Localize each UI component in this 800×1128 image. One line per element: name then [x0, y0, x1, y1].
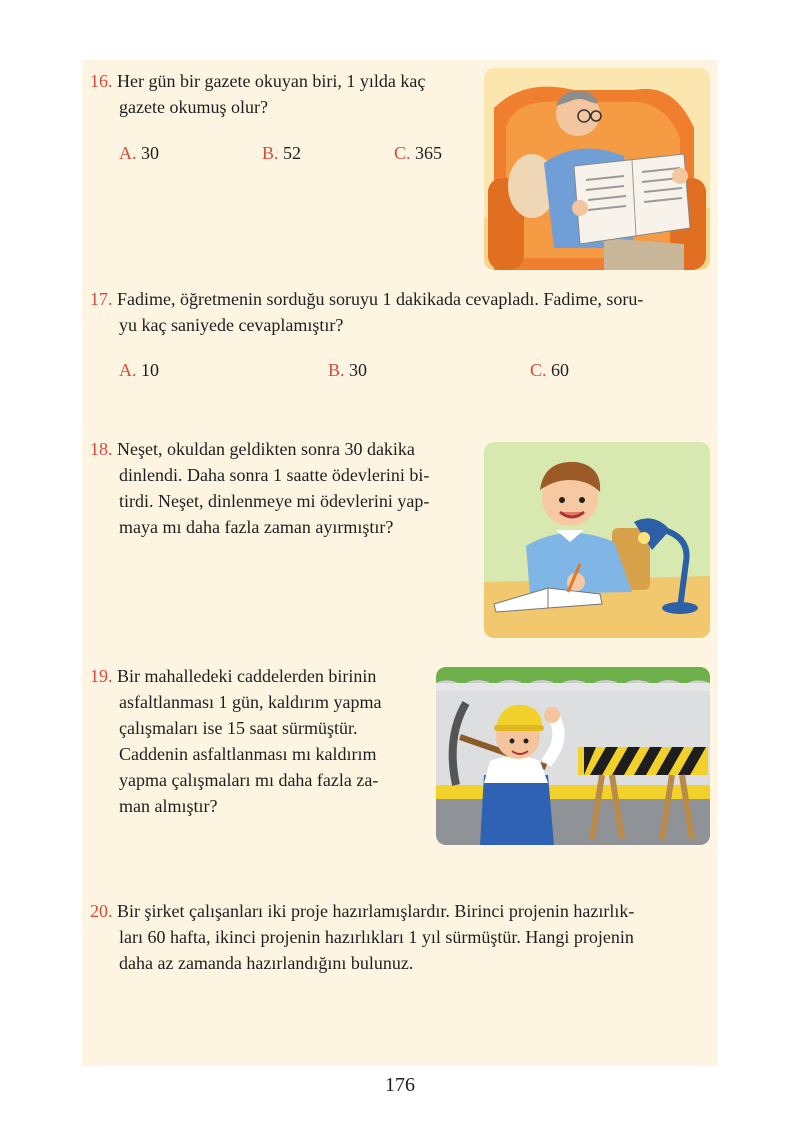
question-19-line-6: man almıştır?: [119, 796, 218, 816]
question-number: 18.: [90, 439, 113, 459]
question-19-line-1: 19. Bir mahalledeki caddelerden birinin: [90, 666, 377, 686]
option-17-b[interactable]: B. 30: [328, 360, 368, 380]
option-17-c[interactable]: C. 60: [530, 360, 570, 380]
question-number: 16.: [90, 71, 113, 91]
question-20-line-2: ları 60 hafta, ikinci projenin hazırlıkları 1 yıl sürmüştür. Hangi projenin: [119, 927, 634, 947]
boy-doing-homework-illustration: [484, 442, 710, 638]
question-18-line-4: maya mı daha fazla zaman ayırmıştır?: [119, 517, 394, 537]
question-16-line-1: 16. Her gün bir gazete okuyan biri, 1 yılda kaç: [90, 71, 426, 91]
question-20-line-1: 20. Bir şirket çalışanları iki proje hazırlamışlardır. Birinci projenin hazırlık-: [90, 901, 635, 921]
option-16-c[interactable]: C. 365: [394, 143, 443, 163]
question-18-line-1: 18. Neşet, okuldan geldikten sonra 30 dakika: [90, 439, 415, 459]
question-number: 17.: [90, 289, 113, 309]
question-20-line-3: daha az zamanda hazırlandığını bulunuz.: [119, 953, 414, 973]
question-19-line-5: yapma çalışmaları mı daha fazla za-: [119, 770, 379, 790]
option-16-a[interactable]: A. 30: [119, 143, 159, 163]
question-17-line-2: yu kaç saniyede cevaplamıştır?: [119, 315, 344, 335]
question-17-line-1: 17. Fadime, öğretmenin sorduğu soruyu 1 dakikada cevapladı. Fadime, soru-: [90, 289, 644, 309]
question-16: [90, 68, 470, 120]
road-worker-with-pickaxe-illustration: [436, 667, 710, 845]
question-16-line-2: gazete okumuş olur?: [119, 97, 268, 117]
man-reading-newspaper-illustration: [484, 68, 710, 270]
question-19-line-4: Caddenin asfaltlanması mı kaldırım: [119, 744, 377, 764]
question-number: 20.: [90, 901, 113, 921]
question-19-line-3: çalışmaları ise 15 saat sürmüştür.: [119, 718, 358, 738]
question-19: [90, 663, 416, 819]
question-number: 19.: [90, 666, 113, 686]
question-18-line-2: dinlendi. Daha sonra 1 saatte ödevlerini bi-: [119, 465, 430, 485]
question-20: [90, 898, 712, 976]
question-17: [90, 286, 712, 338]
option-17-a[interactable]: A. 10: [119, 360, 159, 380]
question-18-line-3: tirdi. Neşet, dinlenmeye mi ödevlerini yap-: [119, 491, 430, 511]
page-number: 176: [385, 1074, 415, 1096]
question-19-line-2: asfaltlanması 1 gün, kaldırım yapma: [119, 692, 382, 712]
option-16-b[interactable]: B. 52: [262, 143, 302, 163]
question-18: [90, 436, 470, 540]
